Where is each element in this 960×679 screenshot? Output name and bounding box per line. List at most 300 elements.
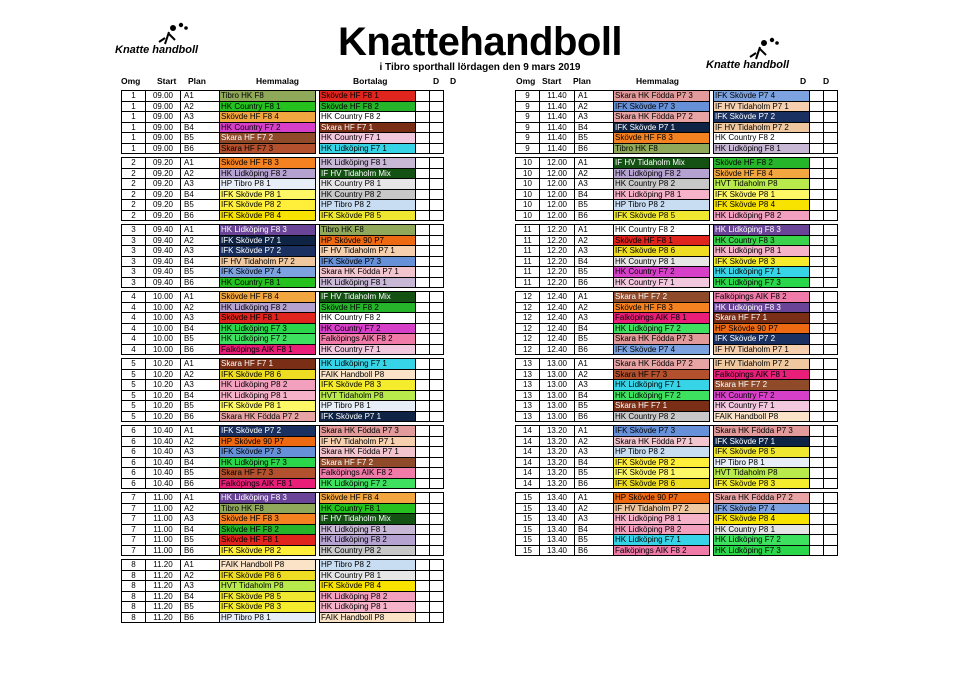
court: A2 [575, 503, 614, 514]
round-number: 5 [122, 390, 146, 401]
away-team: IF HV Tidaholm P7 1 [714, 101, 810, 112]
result-d1 [810, 514, 824, 525]
away-team: HK Country F7 1 [320, 344, 416, 355]
round-number: 5 [122, 411, 146, 422]
start-time: 10.40 [146, 447, 181, 458]
result-d2 [824, 179, 838, 190]
result-d2 [824, 225, 838, 236]
result-d2 [824, 267, 838, 278]
result-d2 [824, 189, 838, 200]
away-team: IF HV Tidaholm P7 2 [714, 122, 810, 133]
round-number: 5 [122, 369, 146, 380]
round-number: 2 [122, 168, 146, 179]
result-d2 [824, 292, 838, 303]
start-time: 10.00 [146, 302, 181, 313]
court: B4 [575, 189, 614, 200]
away-team: HK Lidköping F8 2 [320, 535, 416, 546]
result-d2 [824, 168, 838, 179]
away-team: IFK Skövde P8 5 [714, 447, 810, 458]
away-team: IFK Skövde P7 2 [714, 112, 810, 123]
result-d1 [810, 380, 824, 391]
home-team: Skara HF F7 3 [614, 369, 710, 380]
result-d1 [416, 369, 430, 380]
result-d2 [430, 591, 444, 602]
away-team: IFK Skövde P7 1 [320, 411, 416, 422]
round-number: 12 [516, 302, 540, 313]
table-row [516, 436, 838, 447]
table-row [516, 380, 838, 391]
result-d2 [430, 225, 444, 236]
table-row [122, 380, 444, 391]
court: A1 [575, 292, 614, 303]
court: A3 [575, 447, 614, 458]
away-team: HK Country F7 2 [714, 390, 810, 401]
round-number: 13 [516, 390, 540, 401]
home-team: HK Lidköping P8 1 [614, 514, 710, 525]
result-d1 [416, 560, 430, 571]
round-number: 6 [122, 447, 146, 458]
round-number: 6 [122, 478, 146, 489]
result-d1 [416, 436, 430, 447]
court: A1 [575, 158, 614, 169]
court: A2 [575, 101, 614, 112]
table-row [122, 200, 444, 211]
result-d2 [824, 210, 838, 221]
round-number: 10 [516, 158, 540, 169]
result-d2 [430, 503, 444, 514]
court: A2 [575, 168, 614, 179]
result-d2 [430, 210, 444, 221]
court: A3 [181, 514, 220, 525]
court: A3 [181, 112, 220, 123]
result-d1 [416, 101, 430, 112]
home-team: IFK Skövde P8 6 [614, 246, 710, 257]
table-row [122, 101, 444, 112]
court: B6 [181, 411, 220, 422]
result-d1 [810, 401, 824, 412]
table-row [122, 535, 444, 546]
away-team: HK Lidköping F7 2 [714, 535, 810, 546]
court: B5 [181, 468, 220, 479]
result-d1 [810, 447, 824, 458]
start-time: 11.40 [540, 122, 575, 133]
round-number: 6 [122, 457, 146, 468]
result-d1 [416, 225, 430, 236]
start-time: 12.40 [540, 334, 575, 345]
result-d1 [416, 612, 430, 623]
home-team: Skövde HF F8 3 [614, 133, 710, 144]
away-team: IFK Skövde P8 3 [714, 256, 810, 267]
result-d2 [430, 426, 444, 437]
away-team: HK Lidköping F8 1 [320, 524, 416, 535]
result-d1 [810, 246, 824, 257]
court: A2 [575, 436, 614, 447]
round-number: 9 [516, 91, 540, 102]
result-d2 [430, 323, 444, 334]
home-team: IFK Skövde P8 5 [220, 591, 316, 602]
table-row [122, 426, 444, 437]
court: A1 [575, 426, 614, 437]
result-d2 [430, 292, 444, 303]
start-time: 12.40 [540, 344, 575, 355]
round-number: 14 [516, 468, 540, 479]
home-team: HK Country P8 2 [614, 411, 710, 422]
court: B4 [575, 256, 614, 267]
away-team: HP Tibro P8 1 [320, 401, 416, 412]
result-d2 [430, 478, 444, 489]
court: A3 [575, 179, 614, 190]
court: B4 [181, 524, 220, 535]
home-team: Skara HK Födda P7 2 [220, 411, 316, 422]
result-d2 [430, 122, 444, 133]
home-team: IFK Skövde P8 1 [220, 189, 316, 200]
table-row [122, 514, 444, 525]
away-team: Skara HK Födda P7 2 [714, 493, 810, 504]
round-number: 12 [516, 344, 540, 355]
start-time: 09.40 [146, 267, 181, 278]
table-row [516, 122, 838, 133]
start-time: 09.20 [146, 179, 181, 190]
result-d2 [430, 514, 444, 525]
home-team: HK Country F7 1 [614, 277, 710, 288]
home-team: HK Lidköping P8 2 [614, 524, 710, 535]
home-team: IFK Skövde P8 4 [220, 210, 316, 221]
court: A2 [575, 369, 614, 380]
away-team: HK Lidköping P8 1 [320, 602, 416, 613]
round-number: 11 [516, 235, 540, 246]
logo-wordmark: Knatte handboll [115, 44, 199, 56]
result-d1 [416, 401, 430, 412]
round-number: 6 [122, 426, 146, 437]
start-time: 10.20 [146, 411, 181, 422]
home-team: IFK Skövde P8 6 [614, 478, 710, 489]
table-row [122, 570, 444, 581]
court: A1 [575, 359, 614, 370]
result-d2 [824, 478, 838, 489]
result-d1 [810, 359, 824, 370]
round-number: 14 [516, 457, 540, 468]
table-row [122, 112, 444, 123]
result-d1 [810, 545, 824, 556]
court: A2 [181, 168, 220, 179]
result-d2 [430, 468, 444, 479]
result-d2 [430, 602, 444, 613]
start-time: 13.40 [540, 545, 575, 556]
result-d2 [430, 246, 444, 257]
round-number: 6 [122, 436, 146, 447]
result-d1 [416, 91, 430, 102]
table-row [516, 313, 838, 324]
result-d2 [430, 133, 444, 144]
result-d1 [810, 210, 824, 221]
result-d1 [810, 503, 824, 514]
away-team: HK Country F8 2 [320, 313, 416, 324]
result-d2 [430, 359, 444, 370]
home-team: Falköpings AIK F8 2 [614, 545, 710, 556]
start-time: 13.40 [540, 524, 575, 535]
result-d2 [824, 143, 838, 154]
table-row [516, 411, 838, 422]
result-d1 [810, 468, 824, 479]
header-home: Hemmalag [636, 76, 679, 86]
court: A1 [181, 426, 220, 437]
table-row [122, 313, 444, 324]
start-time: 10.20 [146, 380, 181, 391]
start-time: 09.40 [146, 256, 181, 267]
round-number: 13 [516, 380, 540, 391]
away-team: Skara HF F7 1 [714, 313, 810, 324]
round-number: 3 [122, 277, 146, 288]
table-row [122, 122, 444, 133]
table-row [122, 143, 444, 154]
round-number: 15 [516, 524, 540, 535]
result-d2 [824, 313, 838, 324]
start-time: 09.20 [146, 210, 181, 221]
table-row [122, 524, 444, 535]
start-time: 10.40 [146, 426, 181, 437]
start-time: 10.00 [146, 323, 181, 334]
home-team: HK Country F8 1 [220, 101, 316, 112]
home-team: HP Skövde 90 P7 [614, 493, 710, 504]
round-number: 7 [122, 493, 146, 504]
page-title: Knattehandboll [337, 20, 623, 64]
court: B5 [181, 401, 220, 412]
away-team: HP Tibro P8 1 [714, 457, 810, 468]
away-team: HK Lidköping F7 2 [320, 478, 416, 489]
round-number: 2 [122, 189, 146, 200]
round-number: 1 [122, 133, 146, 144]
result-d2 [824, 380, 838, 391]
round-number: 12 [516, 313, 540, 324]
result-d2 [430, 91, 444, 102]
header-start: Start [157, 76, 177, 86]
court: B5 [181, 602, 220, 613]
court: B4 [575, 390, 614, 401]
table-row [516, 267, 838, 278]
away-team: HK Country F8 3 [714, 235, 810, 246]
start-time: 10.40 [146, 478, 181, 489]
start-time: 09.00 [146, 101, 181, 112]
result-d1 [416, 411, 430, 422]
start-time: 09.20 [146, 158, 181, 169]
table-row [516, 158, 838, 169]
home-team: HK Country F7 2 [614, 267, 710, 278]
page-subtitle: i Tibro sporthall lördagen den 9 mars 2019 [379, 62, 581, 73]
home-team: HK Lidköping F8 2 [220, 168, 316, 179]
table-row [122, 560, 444, 571]
home-team: Skara HF F7 3 [220, 468, 316, 479]
home-team: HK Lidköping F7 1 [614, 380, 710, 391]
start-time: 13.00 [540, 390, 575, 401]
table-row [122, 323, 444, 334]
home-team: Falköpings AIK F8 1 [220, 344, 316, 355]
table-row [122, 411, 444, 422]
court: B5 [181, 334, 220, 345]
result-d2 [824, 426, 838, 437]
result-d2 [824, 401, 838, 412]
court: A3 [575, 246, 614, 257]
result-d1 [416, 344, 430, 355]
away-team: HK Country P8 2 [320, 189, 416, 200]
start-time: 11.00 [146, 514, 181, 525]
home-team: IFK Skövde P8 1 [220, 401, 316, 412]
home-team: Skövde HF F8 4 [220, 112, 316, 123]
away-team: FAIK Handboll P8 [320, 369, 416, 380]
result-d1 [416, 267, 430, 278]
result-d2 [430, 334, 444, 345]
table-row [516, 535, 838, 546]
table-row [122, 256, 444, 267]
home-team: IF HV Tidaholm P7 2 [614, 503, 710, 514]
home-team: Skara HK Födda P7 1 [614, 436, 710, 447]
table-row [122, 493, 444, 504]
start-time: 11.40 [540, 133, 575, 144]
result-d1 [416, 256, 430, 267]
table-row [122, 602, 444, 613]
home-team: Skara HF F7 3 [220, 143, 316, 154]
table-row [122, 235, 444, 246]
result-d1 [416, 235, 430, 246]
result-d2 [430, 436, 444, 447]
table-row [516, 133, 838, 144]
round-number: 2 [122, 200, 146, 211]
table-row [122, 359, 444, 370]
round-number: 13 [516, 369, 540, 380]
table-row [122, 292, 444, 303]
away-team: HK Country P8 2 [320, 545, 416, 556]
home-team: HK Lidköping P8 2 [220, 380, 316, 391]
court: B6 [575, 210, 614, 221]
away-team: FAIK Handboll P8 [714, 411, 810, 422]
round-number: 14 [516, 436, 540, 447]
result-d2 [430, 302, 444, 313]
result-d2 [824, 468, 838, 479]
home-team: IF HV Tidaholm Mix [614, 158, 710, 169]
away-team: Tibro HK F8 [320, 225, 416, 236]
home-team: Falköpings AIK F8 1 [220, 478, 316, 489]
result-d1 [810, 277, 824, 288]
home-team: HK Country F8 2 [614, 225, 710, 236]
home-team: Skara HF F7 1 [614, 401, 710, 412]
result-d2 [430, 457, 444, 468]
start-time: 12.00 [540, 200, 575, 211]
court: B4 [575, 323, 614, 334]
court: B4 [575, 122, 614, 133]
result-d1 [810, 524, 824, 535]
away-team: HK Lidköping F8 1 [714, 143, 810, 154]
result-d1 [416, 292, 430, 303]
result-d2 [824, 122, 838, 133]
home-team: HP Tibro P8 1 [220, 612, 316, 623]
home-team: HK Lidköping F7 2 [220, 334, 316, 345]
table-row [516, 112, 838, 123]
away-team: Skara HK Födda P7 1 [320, 267, 416, 278]
table-row [516, 292, 838, 303]
result-d2 [430, 612, 444, 623]
start-time: 11.00 [146, 535, 181, 546]
result-d2 [824, 514, 838, 525]
away-team: HK Lidköping F8 1 [320, 158, 416, 169]
result-d1 [416, 359, 430, 370]
round-number: 9 [516, 112, 540, 123]
home-team: IFK Skövde P7 1 [220, 235, 316, 246]
court: B5 [575, 200, 614, 211]
round-number: 4 [122, 302, 146, 313]
table-row [516, 101, 838, 112]
away-team: HK Lidköping F8 3 [714, 225, 810, 236]
round-number: 8 [122, 560, 146, 571]
start-time: 10.00 [146, 313, 181, 324]
away-team: IF HV Tidaholm P7 1 [320, 246, 416, 257]
away-team: Skövde HF F8 1 [320, 91, 416, 102]
result-d2 [430, 524, 444, 535]
table-row [122, 168, 444, 179]
result-d2 [430, 235, 444, 246]
home-team: Skara HK Födda P7 2 [614, 112, 710, 123]
round-number: 13 [516, 401, 540, 412]
result-d1 [810, 91, 824, 102]
round-number: 12 [516, 334, 540, 345]
start-time: 10.20 [146, 369, 181, 380]
result-d1 [416, 277, 430, 288]
home-team: HK Lidköping P8 1 [220, 390, 316, 401]
round-number: 8 [122, 591, 146, 602]
result-d2 [430, 112, 444, 123]
away-team: Falköpings AIK F8 2 [714, 292, 810, 303]
result-d1 [810, 457, 824, 468]
away-team: HK Lidköping F7 1 [714, 267, 810, 278]
away-team: Skara HF F7 2 [320, 457, 416, 468]
home-team: HK Lidköping F7 3 [220, 323, 316, 334]
round-number: 8 [122, 612, 146, 623]
home-team: Skara HK Födda P7 3 [614, 334, 710, 345]
home-team: Tibro HK F8 [220, 503, 316, 514]
result-d1 [810, 122, 824, 133]
result-d2 [430, 545, 444, 556]
court: A2 [575, 302, 614, 313]
result-d2 [824, 112, 838, 123]
court: B5 [181, 267, 220, 278]
start-time: 12.00 [540, 179, 575, 190]
away-team: HK Lidköping F7 3 [714, 277, 810, 288]
round-number: 5 [122, 380, 146, 391]
court: A1 [181, 359, 220, 370]
table-row [516, 468, 838, 479]
start-time: 13.00 [540, 369, 575, 380]
header-plan: Plan [188, 76, 206, 86]
court: B4 [181, 457, 220, 468]
start-time: 11.20 [146, 591, 181, 602]
away-team: HK Lidköping F7 1 [320, 143, 416, 154]
away-team: HK Country F7 2 [320, 323, 416, 334]
result-d1 [810, 112, 824, 123]
round-number: 9 [516, 122, 540, 133]
result-d1 [416, 200, 430, 211]
table-row [516, 277, 838, 288]
home-team: HK Country P8 1 [614, 256, 710, 267]
start-time: 13.40 [540, 503, 575, 514]
round-number: 15 [516, 545, 540, 556]
table-row [516, 246, 838, 257]
court: A1 [575, 91, 614, 102]
court: B5 [575, 334, 614, 345]
round-number: 9 [516, 133, 540, 144]
result-d2 [824, 158, 838, 169]
header-d1: D [433, 76, 440, 86]
away-team: IFK Skövde P7 4 [714, 91, 810, 102]
header-start: Start [542, 76, 562, 86]
round-number: 9 [516, 143, 540, 154]
